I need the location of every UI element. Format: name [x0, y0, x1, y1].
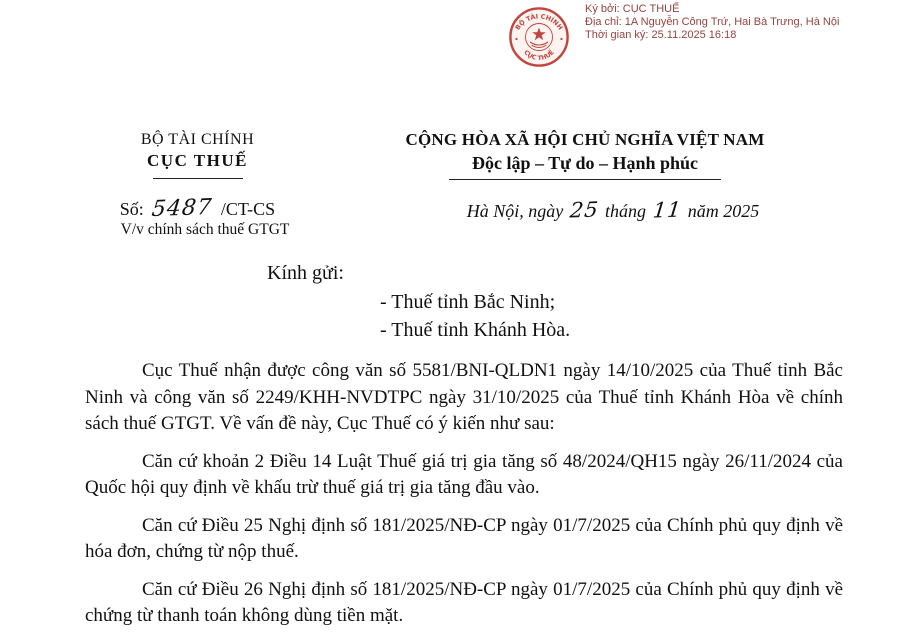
department-name: CỤC THUẾ: [147, 151, 248, 170]
national-motto: Độc lập – Tự do – Hạnh phúc: [471, 153, 699, 173]
recipient-item: - Thuế tỉnh Khánh Hòa.: [380, 319, 571, 341]
body-paragraph: Cục Thuế nhận được công văn số 5581/BNI-QLDN1 ngày 14/10/2025 của Thuế tỉnh Bắc Ninh và công văn số 2249/KHH-NVDTPC ngày 31/10/2025 của Thuế tỉnh Khánh Hòa về chính sách thuế GTGT. Về vấn đề này, Cục Thuế có ý kiến như sau:: [85, 360, 843, 434]
issuing-agency-header: [70, 131, 325, 179]
dateline-pre: Hà Nội, ngày: [466, 201, 564, 221]
recipients-label: Kính gửi:: [267, 262, 344, 284]
signature-signer: Ký bởi: CỤC THUẾ: [585, 3, 680, 15]
tax-department-seal: [508, 6, 570, 68]
ministry-name: BỘ TÀI CHÍNH: [140, 131, 255, 148]
agency-underline: [153, 178, 243, 179]
month-handwritten: 11: [651, 197, 683, 223]
body-paragraph: Căn cứ khoản 2 Điều 14 Luật Thuế giá trị gia tăng số 48/2024/QH15 ngày 26/11/2024 của Quốc hội quy định về khấu trừ thuế giá trị gia tăng đầu vào.: [85, 450, 843, 498]
digital-signature-block: [585, 3, 839, 42]
doc-number-handwritten: 5487: [150, 194, 214, 223]
body-paragraph: Căn cứ Điều 25 Nghị định số 181/2025/NĐ-CP ngày 01/7/2025 của Chính phủ quy định về hóa đơn, chứng từ nộp thuế.: [85, 514, 843, 562]
document-subject: V/v chính sách thuế GTGT: [120, 221, 290, 238]
seal-bottom-text: CỤC THUẾ: [522, 49, 556, 63]
national-header: [385, 130, 785, 180]
seal-top-text: BỘ TÀI CHÍNH: [513, 12, 565, 32]
dateline-mid: tháng: [604, 201, 646, 221]
doc-number-label: Số:: [119, 199, 144, 219]
doc-number-suffix: /CT-CS: [220, 199, 276, 219]
body-paragraph: Căn cứ Điều 26 Nghị định số 181/2025/NĐ-CP ngày 01/7/2025 của Chính phủ quy định về chứng từ thanh toán không dùng tiền mặt.: [85, 578, 843, 626]
place-date-line: [413, 198, 813, 222]
document-number-line: [70, 196, 325, 221]
seal-icon: [508, 6, 570, 68]
signature-address: Địa chỉ: 1A Nguyễn Công Trứ, Hai Bà Trưng, Hà Nội: [585, 16, 840, 28]
motto-underline: [449, 179, 721, 180]
country-title: CỘNG HÒA XÃ HỘI CHỦ NGHĨA VIỆT NAM: [405, 130, 765, 149]
recipient-item: - Thuế tỉnh Bắc Ninh;: [380, 291, 556, 313]
dateline-post: năm 2025: [687, 201, 760, 221]
day-handwritten: 25: [568, 197, 600, 223]
recipients-list: [380, 288, 570, 344]
letter-body: [85, 358, 843, 641]
signature-time: Thời gian ký: 25.11.2025 16:18: [585, 29, 737, 41]
